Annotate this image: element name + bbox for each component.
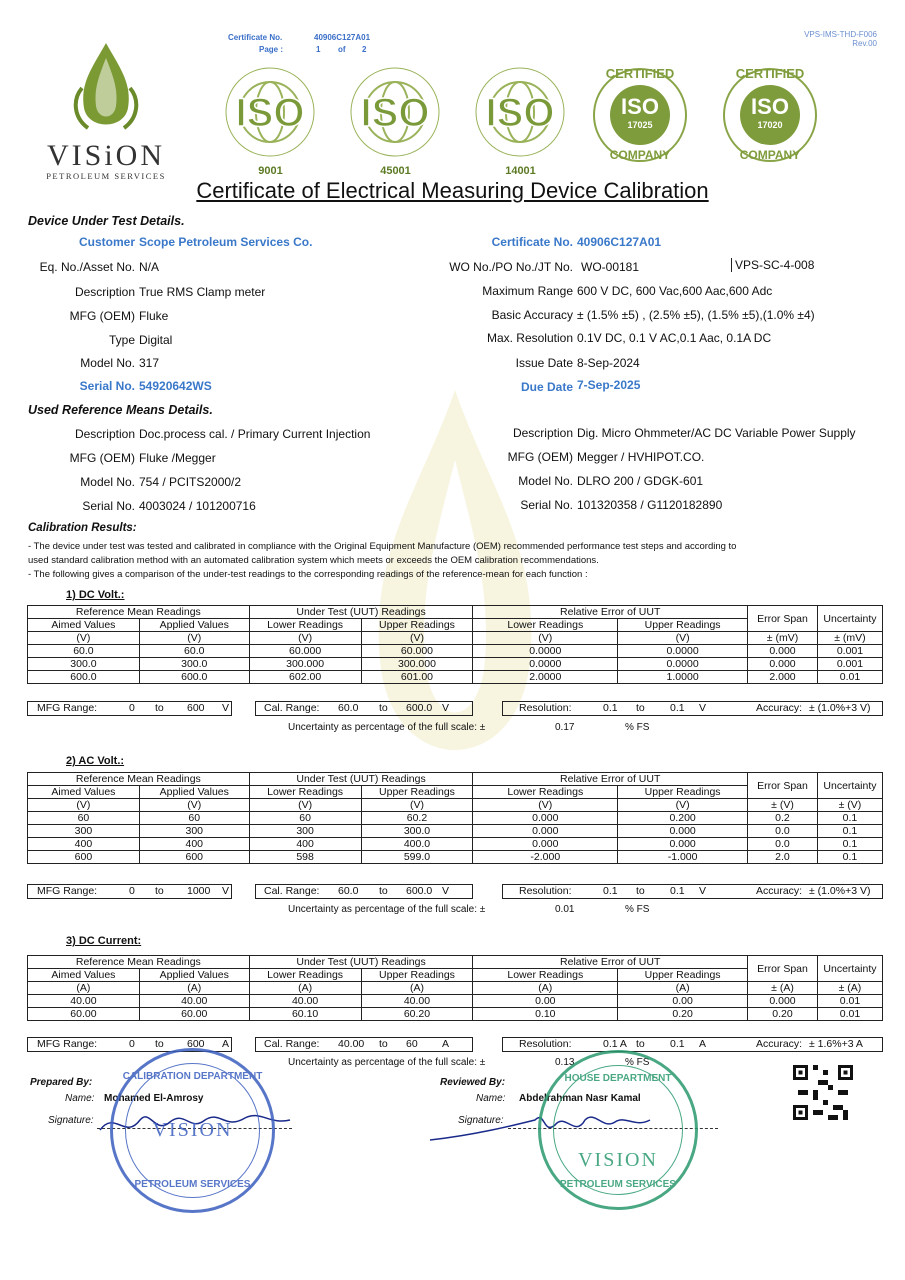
dca-unit: (A) — [618, 982, 748, 995]
acv-cell: 0.000 — [618, 838, 748, 851]
eq-value: N/A — [139, 260, 160, 274]
dcv-range-item: V — [699, 702, 707, 714]
acv-unit: (V) — [28, 799, 140, 812]
dcv-unc-fs: % FS — [625, 722, 650, 733]
dcv-cell: 0.001 — [817, 645, 882, 658]
results-para-1b: used standard calibration method with an automated calibration system which meets or exceeds the OEM calibration recommendations. — [28, 555, 599, 566]
prepared-by-label: Prepared By: — [30, 1077, 93, 1088]
dca-cell: 0.20 — [618, 1008, 748, 1021]
dca-head-rel: Relative Error of UUT — [473, 956, 748, 969]
certified-17025-badge: CERTIFIED ISO 17025 COMPANY — [590, 60, 690, 170]
acv-table — [27, 772, 883, 864]
dcv-cell: 601.00 — [361, 671, 473, 684]
cert-value: 40906C127A01 — [577, 235, 662, 249]
ref-mfg1: Fluke /Megger — [139, 451, 216, 465]
dca-range-item: 40.00 — [338, 1038, 365, 1050]
dcv-col-aimed: Aimed Values — [28, 619, 140, 632]
reviewed-by-label: Reviewed By: — [440, 1077, 506, 1088]
prepared-name-label: Name: — [65, 1093, 95, 1104]
dca-range-item: 60 — [406, 1038, 418, 1050]
dca-table — [27, 955, 883, 1021]
dca-col-aimed: Aimed Values — [28, 969, 140, 982]
dca-range-item: A — [222, 1038, 230, 1050]
issue-label: Issue Date — [515, 356, 573, 370]
dca-cell: 60.00 — [139, 1008, 249, 1021]
dca-range-item: 0 — [129, 1038, 135, 1050]
dca-unit: ± (A) — [817, 982, 882, 995]
ref-heading: Used Reference Means Details. — [28, 403, 213, 417]
dcv-range-item: 0.1 — [670, 702, 685, 714]
dcv-cell: 0.01 — [817, 671, 882, 684]
iso-9001-badge: ISO 9001 — [213, 60, 328, 178]
ref-desc1: Doc.process cal. / Primary Current Injection — [139, 427, 371, 441]
dca-unit: (A) — [361, 982, 473, 995]
wo-label: WO No./PO No./JT No. — [449, 260, 573, 274]
acv-range-item: V — [699, 885, 707, 897]
dcv-range-item: 600 — [187, 702, 205, 714]
dca-units-row — [28, 982, 883, 995]
ref-serial2: 101320358 / G1120182890 — [577, 498, 723, 512]
table-row — [28, 658, 883, 671]
dca-cell: 0.00 — [473, 995, 618, 1008]
acv-unc-fs: % FS — [625, 904, 650, 915]
dca-range-item: A — [442, 1038, 450, 1050]
acv-range-item: to — [636, 885, 645, 897]
doc-code: VPS-IMS-THD-F006 Rev.00 — [804, 30, 877, 48]
acv-cell: 300.0 — [361, 825, 473, 838]
prepared-stamp: CALIBRATION DEPARTMENT VISION PETROLEUM SERVICES — [110, 1048, 275, 1213]
acv-cell: 60 — [139, 812, 249, 825]
dca-cell: 60.10 — [249, 1008, 361, 1021]
prepared-name: Mohamed El-Amrosy — [104, 1093, 204, 1104]
acv-col-lower: Lower Readings — [249, 786, 361, 799]
dca-col-lower: Lower Readings — [249, 969, 361, 982]
acv-cell: 0.000 — [473, 838, 618, 851]
logo-name: VISiON — [46, 139, 165, 172]
dcv-unc-value: 0.17 — [555, 722, 575, 733]
dcv-range-item: to — [636, 702, 645, 714]
serial-value: 54920642WS — [139, 379, 212, 393]
acv-cell: 600 — [28, 851, 140, 864]
acv-col-aimed: Aimed Values — [28, 786, 140, 799]
table-row — [28, 838, 883, 851]
ref-model-label: Model No. — [80, 475, 135, 489]
dcv-col-upper: Upper Readings — [361, 619, 473, 632]
acv-cell: 0.200 — [618, 812, 748, 825]
dca-unc-label: Uncertainty as percentage of the full scale: ± — [288, 1057, 486, 1068]
desc-label: Description — [74, 285, 135, 299]
reviewed-name-label: Name: — [476, 1093, 506, 1104]
dcv-unit: (V) — [361, 632, 473, 645]
acv-cell: 0.1 — [817, 838, 882, 851]
ref-serial-label: Serial No. — [82, 499, 135, 513]
acv-range-item: to — [379, 885, 388, 897]
wo-value: WO-00181 — [581, 260, 640, 274]
acv-cell: 0.000 — [618, 825, 748, 838]
dca-range-item: to — [155, 1038, 164, 1050]
dcv-range-item: Accuracy: — [756, 702, 803, 714]
dca-range-item: 0.1 — [670, 1038, 685, 1050]
dca-unit: (A) — [249, 982, 361, 995]
company-logo — [32, 38, 180, 181]
acv-cell: 400 — [139, 838, 249, 851]
dca-range-item: to — [636, 1038, 645, 1050]
acv-cell: 60.2 — [361, 812, 473, 825]
logo-sub: PETROLEUM SERVICES — [46, 171, 166, 181]
table-row — [28, 1008, 883, 1021]
serial-label: Serial No. — [79, 379, 135, 393]
ref-model1: 754 / PCITS2000/2 — [139, 475, 242, 489]
acv-head-unc: Uncertainty — [817, 773, 882, 799]
dcv-range-item: 60.0 — [338, 702, 359, 714]
due-label: Due Date — [520, 380, 573, 394]
table-row — [28, 995, 883, 1008]
accuracy-value: ± (1.5% ±5) , (2.5% ±5), (1.5% ±5),(1.0% ±4) — [577, 308, 815, 322]
accuracy-label: Basic Accuracy — [491, 308, 573, 322]
acv-head-uut: Under Test (UUT) Readings — [249, 773, 473, 786]
ref-mfg2: Megger / HVHIPOT.CO. — [577, 450, 705, 464]
dca-cell: 40.00 — [361, 995, 473, 1008]
acv-range-item: Resolution: — [519, 885, 572, 897]
dca-cell: 40.00 — [28, 995, 140, 1008]
range-value: 600 V DC, 600 Vac,600 Aac,600 Adc — [577, 284, 773, 298]
type-label: Type — [108, 333, 135, 347]
dcv-cell: 60.0 — [28, 645, 140, 658]
dcv-range-item: MFG Range: — [37, 702, 98, 714]
acv-range-item: Cal. Range: — [264, 885, 320, 897]
acv-range-item: V — [222, 885, 230, 897]
acv-range-item: 600.0 — [406, 885, 433, 897]
dca-cell: 60.00 — [28, 1008, 140, 1021]
acv-cell: 400 — [249, 838, 361, 851]
ref-desc2: Dig. Micro Ohmmeter/AC DC Variable Power Supply — [577, 426, 856, 440]
dca-unc-value: 0.13 — [555, 1057, 575, 1068]
dcv-col-rlower: Lower Readings — [473, 619, 618, 632]
dca-range-item: ± 1.6%+3 A — [809, 1038, 863, 1050]
customer-value: Scope Petroleum Services Co. — [139, 235, 313, 249]
ref-model-label-2: Model No. — [518, 474, 573, 488]
cert-label: Certificate No. — [491, 235, 573, 249]
dcv-cell: 0.0000 — [473, 645, 618, 658]
acv-unit: (V) — [361, 799, 473, 812]
dcv-head-unc: Uncertainty — [817, 606, 882, 632]
dcv-range-item: V — [222, 702, 230, 714]
dca-cell: 0.10 — [473, 1008, 618, 1021]
dca-title: 3) DC Current: — [66, 935, 142, 947]
dca-range-item: MFG Range: — [37, 1038, 98, 1050]
reviewed-name: Abdelrahman Nasr Kamal — [519, 1093, 641, 1104]
ref-desc-label: Description — [74, 427, 135, 441]
drop-logo-icon — [32, 38, 180, 138]
acv-col-upper: Upper Readings — [361, 786, 473, 799]
acv-unit: ± (V) — [817, 799, 882, 812]
dcv-head-uut: Under Test (UUT) Readings — [249, 606, 473, 619]
dcv-range-item: V — [442, 702, 450, 714]
acv-cell: 0.1 — [817, 851, 882, 864]
acv-cell: 0.000 — [473, 812, 618, 825]
dcv-head-rel: Relative Error of UUT — [473, 606, 748, 619]
dca-unit: (A) — [28, 982, 140, 995]
dcv-col-lower: Lower Readings — [249, 619, 361, 632]
dcv-range-item: Cal. Range: — [264, 702, 320, 714]
dcv-unit: ± (mV) — [748, 632, 818, 645]
acv-unc-label: Uncertainty as percentage of the full scale: ± — [288, 904, 486, 915]
model-label: Model No. — [80, 356, 135, 370]
model-value: 317 — [139, 356, 160, 370]
dca-col-upper: Upper Readings — [361, 969, 473, 982]
iso-14001-badge: ISO 14001 — [463, 60, 578, 178]
dca-cell: 0.01 — [817, 995, 882, 1008]
dcv-unit: (V) — [618, 632, 748, 645]
qr-code-icon — [793, 1065, 853, 1120]
dcv-table — [27, 605, 883, 684]
dcv-col-applied: Applied Values — [139, 619, 249, 632]
customer-label: Customer — [78, 235, 135, 249]
iso-badges — [213, 60, 573, 180]
dcv-head-span: Error Span — [748, 606, 818, 632]
acv-unit: (V) — [473, 799, 618, 812]
dcv-unit: (V) — [249, 632, 361, 645]
acv-unit: (V) — [139, 799, 249, 812]
dcv-cell: 0.0000 — [618, 658, 748, 671]
acv-range-item: 60.0 — [338, 885, 359, 897]
table-row — [28, 645, 883, 658]
results-para-2: - The following gives a comparison of the under-test readings to the corresponding readings of the reference-mean for each function : — [28, 569, 588, 580]
results-para-1: - The device under test was tested and calibrated in compliance with the Original Equipment Manufacture (OEM) recommended performance test steps and according to — [28, 541, 737, 552]
dca-range-item: A — [699, 1038, 707, 1050]
watermark-drop-icon — [330, 380, 580, 800]
eq-label: Eq. No./Asset No. — [39, 260, 135, 274]
svg-text:ISO: ISO — [235, 91, 305, 135]
header-page-of: of — [338, 45, 346, 54]
dcv-unit: (V) — [473, 632, 618, 645]
dcv-cell: 0.001 — [817, 658, 882, 671]
dcv-cell: 60.000 — [361, 645, 473, 658]
dca-cell: 40.00 — [139, 995, 249, 1008]
dca-head-unc: Uncertainty — [817, 956, 882, 982]
acv-range-item: V — [442, 885, 450, 897]
header-cert-no: 40906C127A01 — [314, 33, 371, 42]
dcv-cell: 300.0 — [28, 658, 140, 671]
acv-cell: 0.0 — [748, 838, 818, 851]
acv-cell: 2.0 — [748, 851, 818, 864]
mfg-label: MFG (OEM) — [69, 309, 135, 323]
dca-range-item: Accuracy: — [756, 1038, 803, 1050]
dca-col-applied: Applied Values — [139, 969, 249, 982]
acv-range-item: Accuracy: — [756, 885, 803, 897]
dcv-head-ref: Reference Mean Readings — [28, 606, 250, 619]
dcv-units-row — [28, 632, 883, 645]
dcv-range-item: Resolution: — [519, 702, 572, 714]
dcv-cell: 0.000 — [748, 645, 818, 658]
acv-cell: -2.000 — [473, 851, 618, 864]
ref-mfg-label-2: MFG (OEM) — [507, 450, 573, 464]
dca-head-span: Error Span — [748, 956, 818, 982]
acv-cell: 600 — [139, 851, 249, 864]
prepared-signature-label: Signature: — [48, 1115, 94, 1126]
range-label: Maximum Range — [482, 284, 573, 298]
dca-cell: 0.00 — [618, 995, 748, 1008]
dca-cell: 0.01 — [817, 1008, 882, 1021]
desc-value: True RMS Clamp meter — [139, 285, 266, 299]
dcv-cell: 300.000 — [361, 658, 473, 671]
dcv-title: 1) DC Volt.: — [66, 589, 125, 601]
ref-model2: DLRO 200 / GDGK-601 — [577, 474, 704, 488]
dcv-cell: 60.000 — [249, 645, 361, 658]
acv-cell: 599.0 — [361, 851, 473, 864]
acv-cell: 300 — [139, 825, 249, 838]
wo-secondary: VPS-SC-4-008 — [731, 258, 814, 272]
acv-range-item: 0.1 — [670, 885, 685, 897]
dcv-unc-label: Uncertainty as percentage of the full scale: ± — [288, 722, 486, 733]
acv-range-item: 0.1 — [603, 885, 618, 897]
resolution-label: Max. Resolution — [486, 331, 573, 345]
acv-cell: 60 — [28, 812, 140, 825]
dcv-range-item: 600.0 — [406, 702, 433, 714]
dca-cell: 60.20 — [361, 1008, 473, 1021]
dcv-cell: 0.000 — [748, 658, 818, 671]
dcv-cell: 300.000 — [249, 658, 361, 671]
ref-serial1: 4003024 / 101200716 — [139, 499, 256, 513]
dcv-unit: ± (mV) — [817, 632, 882, 645]
ref-mfg-label: MFG (OEM) — [69, 451, 135, 465]
results-heading: Calibration Results: — [28, 522, 137, 534]
dcv-range-item: to — [379, 702, 388, 714]
dca-unit: (A) — [139, 982, 249, 995]
acv-head-ref: Reference Mean Readings — [28, 773, 250, 786]
acv-col-rlower: Lower Readings — [473, 786, 618, 799]
reviewed-signature-label: Signature: — [458, 1115, 504, 1126]
svg-text:ISO: ISO — [485, 91, 555, 135]
acv-range-item: ± (1.0%+3 V) — [809, 885, 871, 897]
dcv-cell: 0.0000 — [473, 658, 618, 671]
dcv-cell: 2.0000 — [473, 671, 618, 684]
dcv-range-item: to — [155, 702, 164, 714]
acv-cell: 0.000 — [473, 825, 618, 838]
dcv-col-rupper: Upper Readings — [618, 619, 748, 632]
dca-range-item: Cal. Range: — [264, 1038, 320, 1050]
acv-range-item: 1000 — [187, 885, 211, 897]
header-cert-label: Certificate No. — [228, 33, 283, 42]
dcv-range-item: 0.1 — [603, 702, 618, 714]
table-row — [28, 812, 883, 825]
dca-range-item: Resolution: — [519, 1038, 572, 1050]
acv-units-row — [28, 799, 883, 812]
dcv-cell: 600.0 — [139, 671, 249, 684]
acv-cell: 400.0 — [361, 838, 473, 851]
acv-cell: -1.000 — [618, 851, 748, 864]
header-page-num: 1 — [316, 45, 321, 54]
dca-range-item: 0.1 A — [603, 1038, 627, 1050]
dcv-cell: 602.00 — [249, 671, 361, 684]
acv-cell: 0.1 — [817, 825, 882, 838]
dca-unit: (A) — [473, 982, 618, 995]
acv-head-rel: Relative Error of UUT — [473, 773, 748, 786]
acv-unit: (V) — [249, 799, 361, 812]
dca-col-rupper: Upper Readings — [618, 969, 748, 982]
dca-head-uut: Under Test (UUT) Readings — [249, 956, 473, 969]
dca-range-row — [27, 1037, 883, 1053]
acv-unit: (V) — [618, 799, 748, 812]
dca-head-ref: Reference Mean Readings — [28, 956, 250, 969]
acv-unc-value: 0.01 — [555, 904, 575, 915]
acv-cell: 0.2 — [748, 812, 818, 825]
ref-serial-label-2: Serial No. — [520, 498, 573, 512]
ref-desc-label-2: Description — [512, 426, 573, 440]
acv-cell: 0.1 — [817, 812, 882, 825]
certified-17020-badge: CERTIFIED ISO 17020 COMPANY — [720, 60, 820, 170]
table-row — [28, 851, 883, 864]
mfg-value: Fluke — [139, 309, 169, 323]
acv-cell: 300 — [249, 825, 361, 838]
dca-range-item: to — [379, 1038, 388, 1050]
dcv-cell: 0.0000 — [618, 645, 748, 658]
dcv-unit: (V) — [28, 632, 140, 645]
due-value: 7-Sep-2025 — [577, 378, 641, 392]
dut-heading: Device Under Test Details. — [28, 214, 185, 228]
dcv-range-item: ± (1.0%+3 V) — [809, 702, 871, 714]
dca-cell: 0.20 — [748, 1008, 818, 1021]
dcv-cell: 1.0000 — [618, 671, 748, 684]
svg-text:ISO: ISO — [360, 91, 430, 135]
dcv-range-row — [27, 701, 883, 717]
dcv-cell: 60.0 — [139, 645, 249, 658]
dca-cell: 0.000 — [748, 995, 818, 1008]
acv-cell: 60 — [249, 812, 361, 825]
table-row — [28, 825, 883, 838]
dca-unit: ± (A) — [748, 982, 818, 995]
acv-head-span: Error Span — [748, 773, 818, 799]
dcv-cell: 600.0 — [28, 671, 140, 684]
iso-45001-badge: ISO 45001 — [338, 60, 453, 178]
acv-col-rupper: Upper Readings — [618, 786, 748, 799]
acv-title: 2) AC Volt.: — [66, 755, 125, 767]
dcv-range-item: 0 — [129, 702, 135, 714]
acv-range-item: to — [155, 885, 164, 897]
header-page-total: 2 — [362, 45, 367, 54]
dca-range-item: 600 — [187, 1038, 205, 1050]
resolution-value: 0.1V DC, 0.1 V AC,0.1 Aac, 0.1A DC — [577, 331, 772, 345]
dcv-cell: 2.000 — [748, 671, 818, 684]
issue-value: 8-Sep-2024 — [577, 356, 640, 370]
dcv-cell: 300.0 — [139, 658, 249, 671]
acv-cell: 400 — [28, 838, 140, 851]
type-value: Digital — [139, 333, 173, 347]
header-page-label: Page : — [259, 45, 284, 54]
acv-cell: 0.0 — [748, 825, 818, 838]
acv-col-applied: Applied Values — [139, 786, 249, 799]
page-title: Certificate of Electrical Measuring Device Calibration — [196, 178, 709, 203]
acv-unit: ± (V) — [748, 799, 818, 812]
acv-range-item: MFG Range: — [37, 885, 98, 897]
acv-cell: 598 — [249, 851, 361, 864]
acv-range-row — [27, 884, 883, 900]
dca-cell: 40.00 — [249, 995, 361, 1008]
acv-cell: 300 — [28, 825, 140, 838]
reviewed-stamp: HOUSE DEPARTMENT VISION PETROLEUM SERVICES — [538, 1050, 698, 1210]
acv-range-item: 0 — [129, 885, 135, 897]
dcv-unit: (V) — [139, 632, 249, 645]
dca-unc-fs: % FS — [625, 1057, 650, 1068]
dca-col-rlower: Lower Readings — [473, 969, 618, 982]
table-row — [28, 671, 883, 684]
